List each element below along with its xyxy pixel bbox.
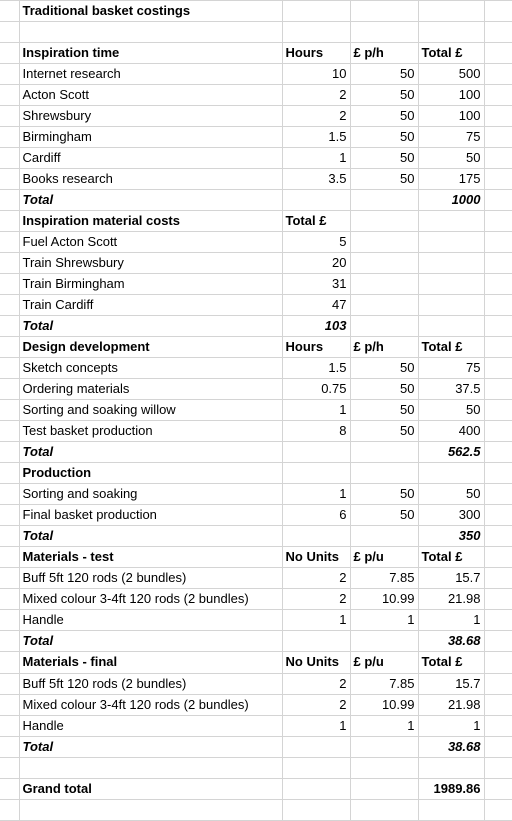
empty-cell[interactable] xyxy=(484,778,512,799)
label-cell[interactable]: Grand total xyxy=(19,778,282,799)
empty-cell[interactable] xyxy=(484,22,512,43)
label-cell[interactable]: Buff 5ft 120 rods (2 bundles) xyxy=(19,673,282,694)
row-edge-cell[interactable] xyxy=(0,484,19,505)
sheet-row xyxy=(0,253,512,274)
value-cell[interactable]: 100 xyxy=(418,106,484,127)
value-cell[interactable] xyxy=(282,526,350,547)
value-cell[interactable]: 5 xyxy=(282,232,350,253)
sheet-row xyxy=(0,673,512,694)
value-cell[interactable]: 50 xyxy=(350,106,418,127)
value-cell[interactable]: 1 xyxy=(282,400,350,421)
value-cell[interactable]: Total £ xyxy=(282,211,350,232)
row-edge-cell[interactable] xyxy=(0,316,19,337)
row-edge-cell[interactable] xyxy=(0,547,19,568)
sheet-row xyxy=(0,1,512,22)
value-cell[interactable] xyxy=(350,463,418,484)
sheet-row xyxy=(0,610,512,631)
value-cell[interactable] xyxy=(350,526,418,547)
row-edge-cell[interactable] xyxy=(0,22,19,43)
value-cell[interactable] xyxy=(282,1,350,22)
empty-cell[interactable] xyxy=(484,106,512,127)
value-cell[interactable] xyxy=(350,736,418,757)
value-cell[interactable]: 0.75 xyxy=(282,379,350,400)
value-cell[interactable] xyxy=(418,316,484,337)
label-cell[interactable]: Final basket production xyxy=(19,505,282,526)
label-cell[interactable]: Traditional basket costings xyxy=(19,1,282,22)
value-cell[interactable]: 562.5 xyxy=(418,442,484,463)
label-cell[interactable]: Inspiration material costs xyxy=(19,211,282,232)
value-cell[interactable] xyxy=(282,22,350,43)
value-cell[interactable]: 2 xyxy=(282,589,350,610)
sheet-row xyxy=(0,757,512,778)
row-edge-cell[interactable] xyxy=(0,64,19,85)
row-edge-cell[interactable] xyxy=(0,505,19,526)
row-edge-cell[interactable] xyxy=(0,694,19,715)
value-cell[interactable]: 7.85 xyxy=(350,673,418,694)
value-cell[interactable] xyxy=(350,442,418,463)
sheet-row xyxy=(0,169,512,190)
value-cell[interactable] xyxy=(350,211,418,232)
value-cell[interactable] xyxy=(418,274,484,295)
value-cell[interactable]: 50 xyxy=(350,64,418,85)
label-cell[interactable]: Buff 5ft 120 rods (2 bundles) xyxy=(19,568,282,589)
sheet-row xyxy=(0,337,512,358)
value-cell[interactable]: £ p/h xyxy=(350,43,418,64)
value-cell[interactable]: 8 xyxy=(282,421,350,442)
sheet-row xyxy=(0,484,512,505)
value-cell[interactable] xyxy=(418,211,484,232)
label-cell[interactable]: Train Birmingham xyxy=(19,274,282,295)
sheet-row xyxy=(0,526,512,547)
sheet-row xyxy=(0,505,512,526)
value-cell[interactable] xyxy=(418,799,484,820)
value-cell[interactable] xyxy=(418,757,484,778)
empty-cell[interactable] xyxy=(484,85,512,106)
label-cell[interactable]: Materials - test xyxy=(19,547,282,568)
value-cell[interactable] xyxy=(350,232,418,253)
value-cell[interactable]: 21.98 xyxy=(418,589,484,610)
empty-cell[interactable] xyxy=(484,589,512,610)
value-cell[interactable]: Total £ xyxy=(418,337,484,358)
label-cell[interactable]: Total xyxy=(19,442,282,463)
row-edge-cell[interactable] xyxy=(0,568,19,589)
label-cell[interactable] xyxy=(19,22,282,43)
value-cell[interactable]: 1 xyxy=(350,715,418,736)
value-cell[interactable]: 1 xyxy=(282,610,350,631)
row-edge-cell[interactable] xyxy=(0,715,19,736)
value-cell[interactable] xyxy=(350,274,418,295)
value-cell[interactable]: £ p/u xyxy=(350,547,418,568)
row-edge-cell[interactable] xyxy=(0,337,19,358)
label-cell[interactable]: Handle xyxy=(19,610,282,631)
value-cell[interactable] xyxy=(418,232,484,253)
row-edge-cell[interactable] xyxy=(0,610,19,631)
empty-cell[interactable] xyxy=(484,148,512,169)
empty-cell[interactable] xyxy=(484,127,512,148)
sheet-row xyxy=(0,631,512,652)
label-cell[interactable]: Handle xyxy=(19,715,282,736)
label-cell[interactable]: Fuel Acton Scott xyxy=(19,232,282,253)
value-cell[interactable] xyxy=(350,631,418,652)
value-cell[interactable] xyxy=(350,253,418,274)
value-cell[interactable]: 1 xyxy=(418,715,484,736)
sheet-row xyxy=(0,85,512,106)
value-cell[interactable]: Hours xyxy=(282,43,350,64)
value-cell[interactable]: Total £ xyxy=(418,652,484,673)
value-cell[interactable]: 50 xyxy=(418,148,484,169)
label-cell[interactable]: Train Shrewsbury xyxy=(19,253,282,274)
row-edge-cell[interactable] xyxy=(0,442,19,463)
sheet-row xyxy=(0,127,512,148)
row-edge-cell[interactable] xyxy=(0,85,19,106)
sheet-row xyxy=(0,652,512,673)
empty-cell[interactable] xyxy=(484,379,512,400)
value-cell[interactable]: 3.5 xyxy=(282,169,350,190)
value-cell[interactable] xyxy=(350,1,418,22)
row-edge-cell[interactable] xyxy=(0,106,19,127)
empty-cell[interactable] xyxy=(484,652,512,673)
empty-cell[interactable] xyxy=(484,400,512,421)
row-edge-cell[interactable] xyxy=(0,295,19,316)
value-cell[interactable]: 103 xyxy=(282,316,350,337)
value-cell[interactable]: 50 xyxy=(350,358,418,379)
value-cell[interactable]: £ p/h xyxy=(350,337,418,358)
value-cell[interactable]: No Units xyxy=(282,547,350,568)
label-cell[interactable]: Ordering materials xyxy=(19,379,282,400)
value-cell[interactable]: 50 xyxy=(418,484,484,505)
row-edge-cell[interactable] xyxy=(0,211,19,232)
value-cell[interactable]: 1 xyxy=(282,715,350,736)
sheet-row xyxy=(0,22,512,43)
sheet-row xyxy=(0,736,512,757)
label-cell[interactable]: Inspiration time xyxy=(19,43,282,64)
empty-cell[interactable] xyxy=(484,169,512,190)
row-edge-cell[interactable] xyxy=(0,127,19,148)
sheet-row xyxy=(0,463,512,484)
value-cell[interactable]: 10.99 xyxy=(350,694,418,715)
value-cell[interactable]: 300 xyxy=(418,505,484,526)
empty-cell[interactable] xyxy=(484,421,512,442)
row-edge-cell[interactable] xyxy=(0,631,19,652)
value-cell[interactable] xyxy=(282,778,350,799)
label-cell[interactable] xyxy=(19,799,282,820)
value-cell[interactable]: 1000 xyxy=(418,190,484,211)
value-cell[interactable]: 75 xyxy=(418,358,484,379)
value-cell[interactable]: 1 xyxy=(282,484,350,505)
empty-cell[interactable] xyxy=(484,799,512,820)
value-cell[interactable]: 75 xyxy=(418,127,484,148)
value-cell[interactable] xyxy=(350,295,418,316)
value-cell[interactable] xyxy=(350,190,418,211)
sheet-row xyxy=(0,400,512,421)
empty-cell[interactable] xyxy=(484,673,512,694)
empty-cell[interactable] xyxy=(484,631,512,652)
value-cell[interactable]: 15.7 xyxy=(418,673,484,694)
label-cell[interactable]: Total xyxy=(19,736,282,757)
value-cell[interactable]: 500 xyxy=(418,64,484,85)
row-edge-cell[interactable] xyxy=(0,799,19,820)
value-cell[interactable]: 7.85 xyxy=(350,568,418,589)
sheet-row xyxy=(0,190,512,211)
empty-cell[interactable] xyxy=(484,547,512,568)
value-cell[interactable] xyxy=(418,463,484,484)
row-edge-cell[interactable] xyxy=(0,169,19,190)
label-cell[interactable]: Total xyxy=(19,190,282,211)
value-cell[interactable]: 50 xyxy=(350,421,418,442)
empty-cell[interactable] xyxy=(484,757,512,778)
sheet-row xyxy=(0,211,512,232)
row-edge-cell[interactable] xyxy=(0,526,19,547)
empty-cell[interactable] xyxy=(484,736,512,757)
value-cell[interactable] xyxy=(350,22,418,43)
label-cell[interactable]: Design development xyxy=(19,337,282,358)
empty-cell[interactable] xyxy=(484,43,512,64)
value-cell[interactable] xyxy=(282,736,350,757)
row-edge-cell[interactable] xyxy=(0,400,19,421)
value-cell[interactable]: 2 xyxy=(282,694,350,715)
value-cell[interactable]: 15.7 xyxy=(418,568,484,589)
value-cell[interactable] xyxy=(350,757,418,778)
empty-cell[interactable] xyxy=(484,694,512,715)
value-cell[interactable]: 10.99 xyxy=(350,589,418,610)
sheet-row xyxy=(0,442,512,463)
value-cell[interactable]: 50 xyxy=(350,505,418,526)
row-edge-cell[interactable] xyxy=(0,232,19,253)
value-cell[interactable]: 10 xyxy=(282,64,350,85)
value-cell[interactable]: 38.68 xyxy=(418,631,484,652)
value-cell[interactable]: Total £ xyxy=(418,43,484,64)
value-cell[interactable] xyxy=(282,757,350,778)
row-edge-cell[interactable] xyxy=(0,421,19,442)
value-cell[interactable]: 175 xyxy=(418,169,484,190)
empty-cell[interactable] xyxy=(484,295,512,316)
label-cell[interactable]: Cardiff xyxy=(19,148,282,169)
value-cell[interactable]: 100 xyxy=(418,85,484,106)
value-cell[interactable]: 1.5 xyxy=(282,358,350,379)
empty-cell[interactable] xyxy=(484,253,512,274)
value-cell[interactable]: No Units xyxy=(282,652,350,673)
empty-cell[interactable] xyxy=(484,526,512,547)
label-cell[interactable]: Production xyxy=(19,463,282,484)
empty-cell[interactable] xyxy=(484,568,512,589)
value-cell[interactable]: 1.5 xyxy=(282,127,350,148)
row-edge-cell[interactable] xyxy=(0,379,19,400)
label-cell[interactable]: Total xyxy=(19,631,282,652)
row-edge-cell[interactable] xyxy=(0,652,19,673)
value-cell[interactable] xyxy=(350,316,418,337)
value-cell[interactable] xyxy=(418,295,484,316)
row-edge-cell[interactable] xyxy=(0,190,19,211)
value-cell[interactable]: 47 xyxy=(282,295,350,316)
value-cell[interactable] xyxy=(282,190,350,211)
value-cell[interactable] xyxy=(350,778,418,799)
label-cell[interactable]: Sorting and soaking willow xyxy=(19,400,282,421)
spreadsheet-body xyxy=(0,1,512,821)
value-cell[interactable]: 2 xyxy=(282,106,350,127)
value-cell[interactable]: £ p/u xyxy=(350,652,418,673)
sheet-row xyxy=(0,547,512,568)
row-edge-cell[interactable] xyxy=(0,358,19,379)
sheet-row xyxy=(0,274,512,295)
empty-cell[interactable] xyxy=(484,442,512,463)
sheet-row xyxy=(0,316,512,337)
value-cell[interactable]: 50 xyxy=(350,148,418,169)
sheet-row xyxy=(0,568,512,589)
value-cell[interactable]: Hours xyxy=(282,337,350,358)
label-cell[interactable]: Materials - final xyxy=(19,652,282,673)
sheet-row xyxy=(0,715,512,736)
label-cell[interactable]: Total xyxy=(19,316,282,337)
empty-cell[interactable] xyxy=(484,211,512,232)
value-cell[interactable]: 1989.86 xyxy=(418,778,484,799)
sheet-row xyxy=(0,589,512,610)
value-cell[interactable]: 50 xyxy=(350,127,418,148)
value-cell[interactable]: 1 xyxy=(418,610,484,631)
value-cell[interactable]: 21.98 xyxy=(418,694,484,715)
empty-cell[interactable] xyxy=(484,505,512,526)
value-cell[interactable]: 50 xyxy=(350,379,418,400)
empty-cell[interactable] xyxy=(484,274,512,295)
value-cell[interactable]: 350 xyxy=(418,526,484,547)
value-cell[interactable]: 37.5 xyxy=(418,379,484,400)
value-cell[interactable]: 38.68 xyxy=(418,736,484,757)
empty-cell[interactable] xyxy=(484,232,512,253)
row-edge-cell[interactable] xyxy=(0,778,19,799)
row-edge-cell[interactable] xyxy=(0,673,19,694)
value-cell[interactable]: 20 xyxy=(282,253,350,274)
row-edge-cell[interactable] xyxy=(0,274,19,295)
label-cell[interactable]: Mixed colour 3-4ft 120 rods (2 bundles) xyxy=(19,589,282,610)
value-cell[interactable]: 2 xyxy=(282,85,350,106)
row-edge-cell[interactable] xyxy=(0,736,19,757)
label-cell[interactable]: Sketch concepts xyxy=(19,358,282,379)
value-cell[interactable] xyxy=(350,799,418,820)
value-cell[interactable] xyxy=(418,1,484,22)
value-cell[interactable]: 50 xyxy=(350,169,418,190)
sheet-row xyxy=(0,799,512,820)
row-edge-cell[interactable] xyxy=(0,757,19,778)
sheet-row xyxy=(0,379,512,400)
value-cell[interactable] xyxy=(282,631,350,652)
label-cell[interactable]: Test basket production xyxy=(19,421,282,442)
label-cell[interactable]: Sorting and soaking xyxy=(19,484,282,505)
value-cell[interactable]: 2 xyxy=(282,673,350,694)
row-edge-cell[interactable] xyxy=(0,148,19,169)
value-cell[interactable]: 50 xyxy=(418,400,484,421)
label-cell[interactable]: Total xyxy=(19,526,282,547)
value-cell[interactable] xyxy=(282,463,350,484)
value-cell[interactable]: Total £ xyxy=(418,547,484,568)
value-cell[interactable]: 400 xyxy=(418,421,484,442)
value-cell[interactable]: 2 xyxy=(282,568,350,589)
sheet-row xyxy=(0,694,512,715)
label-cell[interactable]: Internet research xyxy=(19,64,282,85)
value-cell[interactable] xyxy=(282,442,350,463)
value-cell[interactable] xyxy=(418,253,484,274)
row-edge-cell[interactable] xyxy=(0,589,19,610)
empty-cell[interactable] xyxy=(484,1,512,22)
value-cell[interactable]: 50 xyxy=(350,85,418,106)
empty-cell[interactable] xyxy=(484,316,512,337)
value-cell[interactable]: 31 xyxy=(282,274,350,295)
value-cell[interactable]: 50 xyxy=(350,400,418,421)
sheet-row xyxy=(0,232,512,253)
empty-cell[interactable] xyxy=(484,190,512,211)
empty-cell[interactable] xyxy=(484,337,512,358)
row-edge-cell[interactable] xyxy=(0,43,19,64)
sheet-row xyxy=(0,64,512,85)
row-edge-cell[interactable] xyxy=(0,253,19,274)
value-cell[interactable]: 50 xyxy=(350,484,418,505)
empty-cell[interactable] xyxy=(484,358,512,379)
sheet-row xyxy=(0,148,512,169)
sheet-row xyxy=(0,43,512,64)
value-cell[interactable] xyxy=(282,799,350,820)
label-cell[interactable]: Mixed colour 3-4ft 120 rods (2 bundles) xyxy=(19,694,282,715)
label-cell[interactable]: Books research xyxy=(19,169,282,190)
row-edge-cell[interactable] xyxy=(0,1,19,22)
sheet-row xyxy=(0,358,512,379)
value-cell[interactable]: 6 xyxy=(282,505,350,526)
sheet-row xyxy=(0,106,512,127)
value-cell[interactable]: 1 xyxy=(282,148,350,169)
sheet-row xyxy=(0,421,512,442)
row-edge-cell[interactable] xyxy=(0,463,19,484)
label-cell[interactable]: Acton Scott xyxy=(19,85,282,106)
empty-cell[interactable] xyxy=(484,64,512,85)
label-cell[interactable] xyxy=(19,757,282,778)
sheet-row xyxy=(0,778,512,799)
empty-cell[interactable] xyxy=(484,610,512,631)
empty-cell[interactable] xyxy=(484,463,512,484)
empty-cell[interactable] xyxy=(484,484,512,505)
empty-cell[interactable] xyxy=(484,715,512,736)
label-cell[interactable]: Train Cardiff xyxy=(19,295,282,316)
label-cell[interactable]: Birmingham xyxy=(19,127,282,148)
label-cell[interactable]: Shrewsbury xyxy=(19,106,282,127)
value-cell[interactable] xyxy=(418,22,484,43)
value-cell[interactable]: 1 xyxy=(350,610,418,631)
sheet-row xyxy=(0,295,512,316)
